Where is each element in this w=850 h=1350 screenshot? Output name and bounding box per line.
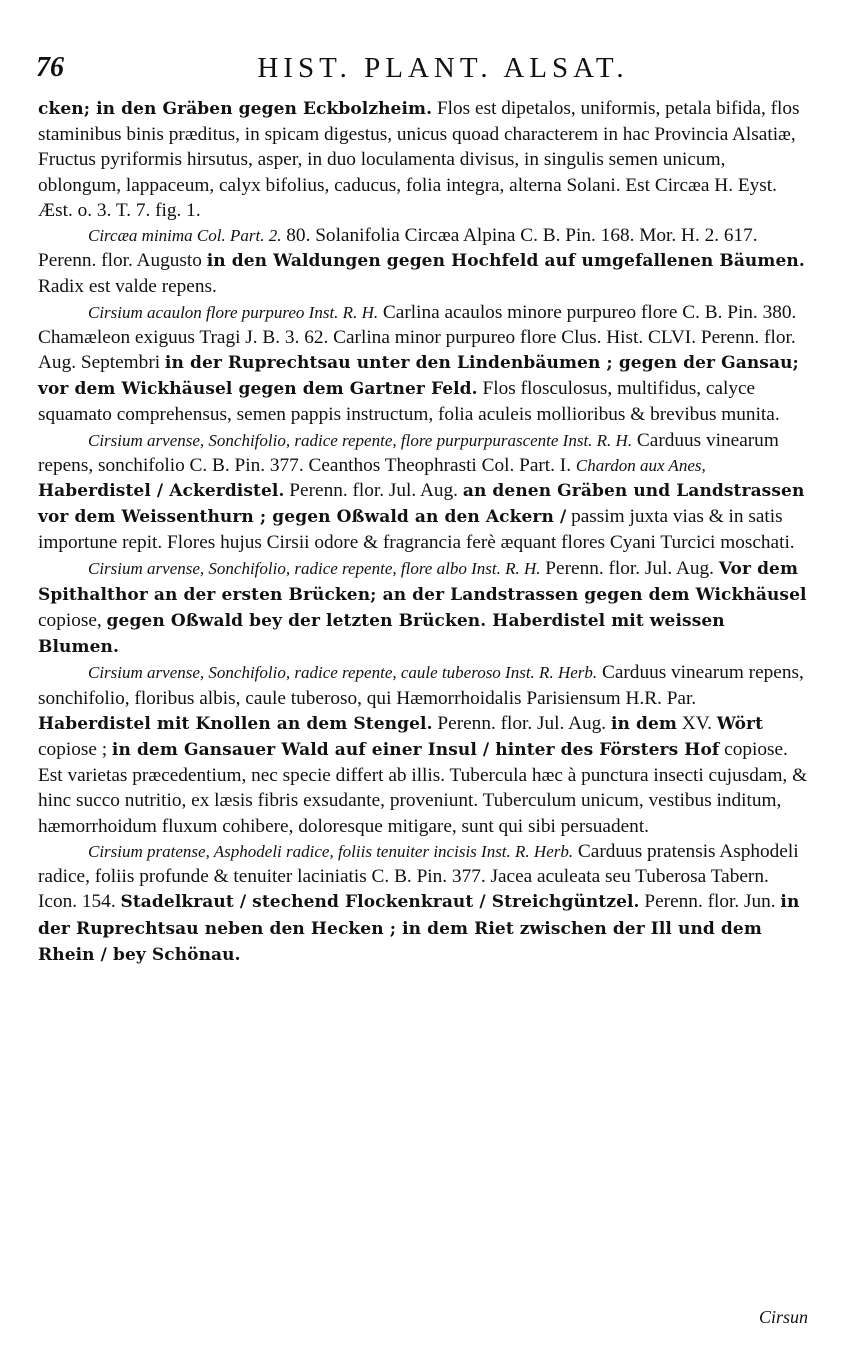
page-body [38, 96, 810, 968]
latin-text: Flos est dipetalos, uniformis, petala bifida, flos staminibus binis præditus, in spicam digestus, unicus quoad characterem in hac Provincia Alsatiæ, Fructus pyriformis hirsutus, asper, in duo loculamenta divisus, in singulis semen unicum, oblongum, lappaceum, calyx bifolius, caducus, folia integra, alterna Solani. Est Circæa H. Eyst. Æst. o. 3. T. 7. fig. 1. [38, 98, 800, 221]
italic-name: Chardon aux Anes, [575, 455, 706, 475]
latin-text: Carduus vinearum repens, sonchifolio C. B. Pin. 377. Ceanthos Theophrasti Col. Part. I. [38, 429, 779, 476]
latin-text: Perenn. flor. Jul. Aug. [284, 480, 463, 502]
plant-entry [38, 428, 810, 556]
fraktur-text: an denen Gräben und Landstrassen vor dem Weissenthurn ; gegen Oßwald an den Ackern / [38, 481, 805, 528]
latin-text: Carlina acaulos minore purpureo flore C. B. Pin. 380. Chamæleon exiguus Tragi J. B. 3. 62. Carlina minor purpureo flore Clus. Hist. CLVI. Perenn. flor. Aug. Septembri [38, 301, 797, 374]
plant-entry [38, 660, 810, 838]
latin-text: Carduus pratensis Asphodeli radice, foliis profunde & tenuiter laciniatis C. B. Pin. 377. Jacea aculeata seu Tuberosa Tabern. Icon. 154. [38, 840, 799, 913]
italic-name: Circæa minima Col. Part. 2. [88, 226, 282, 246]
fraktur-text: in den Waldungen gegen Hochfeld auf umgefallenen Bäumen. [206, 251, 805, 272]
italic-name: Cirsium arvense, Sonchifolio, radice repente, caule tuberoso Inst. R. Herb. [88, 663, 598, 683]
latin-text: copiose, [38, 610, 107, 632]
latin-text: XV. [676, 712, 717, 734]
fraktur-text: in der Ruprechtsau neben den Hecken ; in dem Riet zwischen der Ill und dem Rhein / bey Schönau. [38, 892, 800, 965]
fraktur-text: Haberdistel / Ackerdistel. [38, 481, 285, 502]
fraktur-text: gegen Oßwald bey der letzten Brücken. Haberdistel mit weissen Blumen. [38, 611, 725, 658]
fraktur-text: Vor dem Spithalthor an der ersten Brücken; an der Landstrassen gegen dem Wickhäusel [38, 558, 807, 605]
fraktur-text: in dem Gansauer Wald auf einer Insul / hinter des Försters Hof [111, 740, 720, 761]
plant-entry [38, 839, 810, 968]
italic-name: Cirsium arvense, Sonchifolio, radice repente, flore albo Inst. R. H. [88, 558, 541, 578]
latin-text: Perenn. flor. Jun. [639, 891, 781, 913]
catchword: Cirsun [758, 1307, 808, 1327]
latin-text: Flos flosculosus, multifidus, calyce squamato comprehensus, semen pappis instructum, folia aculeis mollioribus & brevibus munita. [38, 378, 780, 426]
latin-text: Perenn. flor. Jul. Aug. [432, 712, 611, 734]
latin-text: passim juxta vias & in satis importune repit. Flores hujus Cirsii odore & fragrancia ferè æquant flores Cyani Turcici moschati. [38, 506, 795, 554]
latin-text: copiose ; [38, 739, 112, 761]
plant-entry [38, 556, 810, 661]
plant-entry [38, 300, 810, 428]
running-title: HIST. PLANT. ALSAT. [257, 52, 629, 84]
fraktur-text: Haberdistel mit Knollen an dem Stengel. [38, 713, 433, 734]
fraktur-text: in der Ruprechtsau unter den Lindenbäumen ; gegen der Gansau; vor dem Wickhäusel gegen dem Gartner Feld. [38, 353, 799, 400]
fraktur-text: in dem [610, 713, 677, 734]
latin-text: Carduus vinearum repens, sonchifolio, floribus albis, caule tuberoso, qui Hæmorrhoidalis Parisiensum H.R. Par. [38, 662, 804, 709]
italic-name: Cirsium acaulon flore purpureo Inst. R. H. [88, 302, 379, 322]
fraktur-text: cken; in den Gräben gegen Eckbolzheim. [38, 99, 433, 119]
latin-text: Perenn. flor. Jul. Aug. [540, 557, 719, 579]
italic-name: Cirsium pratense, Asphodeli radice, foliis tenuiter incisis Inst. R. Herb. [88, 841, 574, 861]
continued-paragraph [38, 96, 810, 223]
latin-text: copiose. Est varietas præcedentium, nec specie differt ab illis. Tubercula hæc à punctura insecti cujusdam, & hinc succo nutritio, ex læsis fibris exsudante, proveniunt. Tuberculum unicum, vestibus inditum, hæmorrhoidum fluxum cohibere, doloresque mitigare, sunt qui sibi persuadent. [38, 739, 808, 837]
page-header [36, 52, 810, 88]
italic-name: Cirsium arvense, Sonchifolio, radice repente, flore purpurpurascente Inst. R. H. [88, 430, 633, 450]
fraktur-text: Wört [716, 713, 764, 734]
plant-entry [38, 223, 810, 300]
latin-text: 80. Solanifolia Circæa Alpina C. B. Pin. 168. Mor. H. 2. 617. Perenn. flor. Augusto [38, 225, 758, 272]
latin-text: Radix est valde repens. [38, 276, 217, 298]
fraktur-text: Stadelkraut / stechend Flockenkraut / Streichgüntzel. [120, 892, 640, 913]
page-number: 76 [36, 52, 64, 83]
